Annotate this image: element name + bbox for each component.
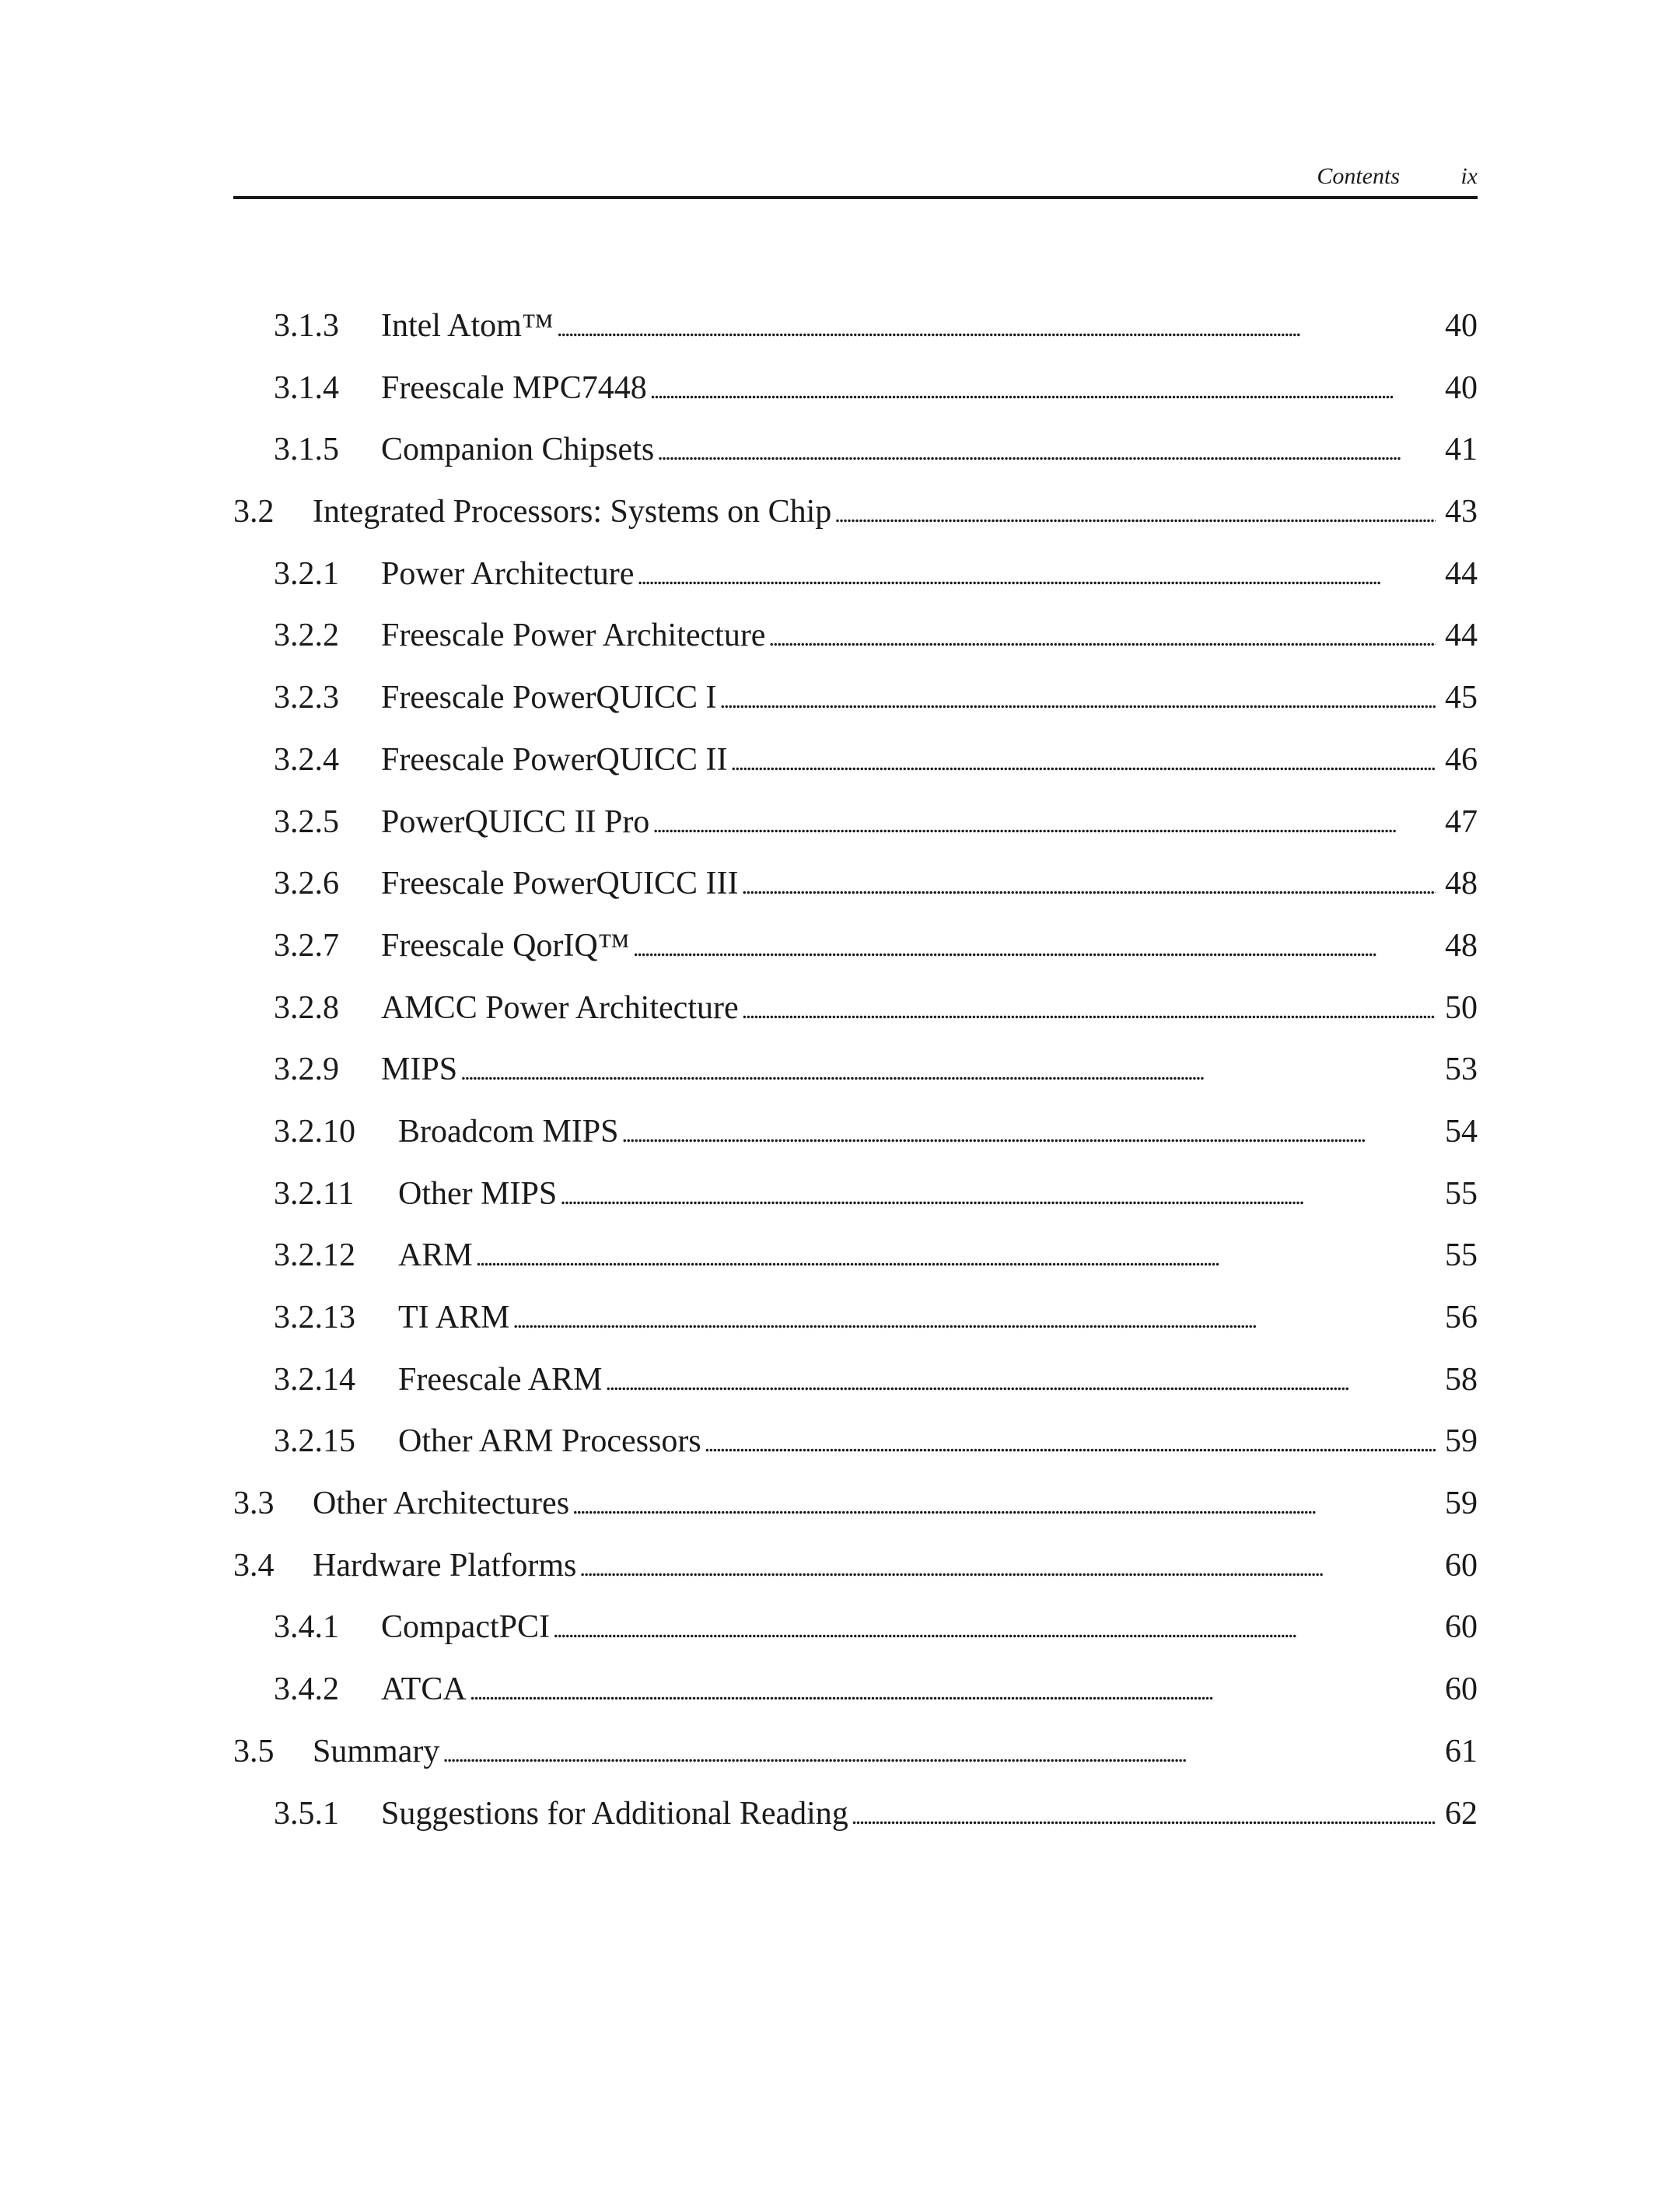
dot-leader xyxy=(657,422,1436,484)
toc-entry-page-number: 60 xyxy=(1445,1547,1478,1584)
toc-entry-page-number: 61 xyxy=(1445,1733,1478,1769)
toc-entry[interactable] xyxy=(233,419,1478,481)
toc-entry[interactable] xyxy=(233,296,1478,358)
dot-leader xyxy=(476,1227,1436,1290)
toc-entry-title: Other MIPS xyxy=(398,1175,558,1212)
running-head-page-number: ix xyxy=(1460,163,1478,189)
toc-entry-title: Freescale MPC7448 xyxy=(381,369,647,406)
toc-entry-title: Hardware Platforms xyxy=(313,1547,577,1584)
toc-entry-number: 3.2.15 xyxy=(274,1423,355,1460)
dot-leader xyxy=(622,1104,1436,1166)
dot-leader xyxy=(720,670,1436,732)
dot-leader xyxy=(513,1290,1436,1352)
toc-entry[interactable] xyxy=(233,792,1478,854)
toc-entry[interactable] xyxy=(233,853,1478,915)
toc-entry-number: 3.2.4 xyxy=(274,741,339,778)
dot-leader xyxy=(579,1538,1436,1600)
table-of-contents xyxy=(233,296,1478,1845)
toc-entry[interactable] xyxy=(233,1039,1478,1101)
dot-leader xyxy=(460,1041,1436,1104)
toc-entry-page-number: 56 xyxy=(1445,1300,1478,1335)
toc-entry-page-number: 55 xyxy=(1445,1237,1478,1274)
toc-entry-title: CompactPCI xyxy=(381,1609,550,1646)
toc-entry-page-number: 59 xyxy=(1445,1486,1478,1522)
toc-entry[interactable] xyxy=(233,1349,1478,1412)
toc-entry-page-number: 54 xyxy=(1445,1113,1478,1150)
toc-entry-title: Freescale PowerQUICC I xyxy=(381,680,717,716)
toc-entry-number: 3.2.11 xyxy=(274,1175,355,1212)
header-rule xyxy=(233,196,1478,199)
toc-entry[interactable] xyxy=(233,481,1478,544)
toc-entry[interactable] xyxy=(233,1535,1478,1598)
toc-entry-page-number: 62 xyxy=(1445,1795,1478,1832)
toc-entry-number: 3.2.13 xyxy=(274,1300,355,1335)
toc-entry-number: 3.2.8 xyxy=(274,989,339,1026)
dot-leader xyxy=(768,607,1436,670)
toc-entry-page-number: 43 xyxy=(1445,494,1478,530)
toc-entry-number: 3.2.14 xyxy=(274,1361,355,1398)
toc-entry[interactable] xyxy=(233,667,1478,730)
dot-leader xyxy=(731,732,1436,794)
toc-entry[interactable] xyxy=(233,1411,1478,1473)
toc-entry-page-number: 40 xyxy=(1445,308,1478,344)
toc-entry-number: 3.2.12 xyxy=(274,1237,355,1274)
toc-entry-number: 3.2.5 xyxy=(274,803,339,840)
toc-entry[interactable] xyxy=(233,730,1478,792)
toc-entry-number: 3.2.6 xyxy=(274,866,339,902)
toc-entry-title: TI ARM xyxy=(398,1300,510,1335)
toc-entry[interactable] xyxy=(233,1597,1478,1659)
toc-entry-number: 3.2 xyxy=(233,494,275,530)
toc-entry-page-number: 60 xyxy=(1445,1671,1478,1708)
toc-entry-number: 3.1.5 xyxy=(274,432,339,468)
toc-entry-page-number: 55 xyxy=(1445,1175,1478,1212)
toc-entry-page-number: 60 xyxy=(1445,1609,1478,1646)
toc-entry-number: 3.4.1 xyxy=(274,1609,339,1646)
toc-entry-page-number: 59 xyxy=(1445,1423,1478,1460)
running-head xyxy=(233,163,1478,194)
dot-leader xyxy=(470,1661,1436,1724)
toc-entry-title: Freescale PowerQUICC III xyxy=(381,866,739,902)
toc-entry-number: 3.2.7 xyxy=(274,927,339,964)
dot-leader xyxy=(557,298,1436,360)
toc-entry-number: 3.5 xyxy=(233,1733,275,1769)
toc-entry-number: 3.4 xyxy=(233,1547,275,1584)
toc-entry-number: 3.1.4 xyxy=(274,369,339,406)
dot-leader xyxy=(553,1599,1436,1661)
dot-leader xyxy=(572,1475,1436,1538)
toc-entry-page-number: 47 xyxy=(1445,803,1478,840)
toc-entry-title: Freescale QorIQ™ xyxy=(381,927,630,964)
toc-entry-title: Freescale PowerQUICC II xyxy=(381,741,728,778)
toc-entry-title: Other Architectures xyxy=(313,1486,570,1522)
toc-entry-page-number: 45 xyxy=(1445,680,1478,716)
running-head-title: Contents xyxy=(1317,163,1400,189)
toc-entry-title: Integrated Processors: Systems on Chip xyxy=(313,494,832,530)
dot-leader xyxy=(705,1413,1436,1475)
toc-entry-number: 3.2.10 xyxy=(274,1113,355,1150)
dot-leader xyxy=(742,980,1436,1042)
toc-entry-page-number: 40 xyxy=(1445,369,1478,406)
toc-entry-title: PowerQUICC II Pro xyxy=(381,803,650,840)
toc-entry-page-number: 53 xyxy=(1445,1052,1478,1088)
toc-entry-page-number: 48 xyxy=(1445,866,1478,902)
toc-entry[interactable] xyxy=(233,978,1478,1040)
toc-entry-title: Companion Chipsets xyxy=(381,432,655,468)
toc-entry-title: Broadcom MIPS xyxy=(398,1113,619,1150)
toc-entry[interactable] xyxy=(233,1659,1478,1721)
toc-entry-title: ATCA xyxy=(381,1671,467,1708)
dot-leader xyxy=(652,794,1436,856)
toc-entry[interactable] xyxy=(233,915,1478,978)
toc-entry-page-number: 44 xyxy=(1445,618,1478,654)
toc-entry-title: Summary xyxy=(313,1733,440,1769)
toc-entry-title: MIPS xyxy=(381,1052,458,1088)
dot-leader xyxy=(852,1786,1436,1848)
toc-entry-number: 3.3 xyxy=(233,1486,275,1522)
toc-entry-page-number: 46 xyxy=(1445,741,1478,778)
toc-entry[interactable] xyxy=(233,1721,1478,1783)
toc-entry-title: Freescale ARM xyxy=(398,1361,603,1398)
toc-entry[interactable] xyxy=(233,1101,1478,1164)
toc-entry-page-number: 48 xyxy=(1445,927,1478,964)
toc-entry-number: 3.1.3 xyxy=(274,308,339,344)
toc-entry-number: 3.2.3 xyxy=(274,680,339,716)
dot-leader xyxy=(742,856,1436,918)
toc-entry-title: Other ARM Processors xyxy=(398,1423,701,1460)
toc-entry[interactable] xyxy=(233,1164,1478,1226)
toc-entry-title: ARM xyxy=(398,1237,473,1274)
toc-entry-title: AMCC Power Architecture xyxy=(381,989,739,1026)
toc-entry[interactable] xyxy=(233,1287,1478,1349)
dot-leader xyxy=(560,1166,1436,1228)
dot-leader xyxy=(834,484,1436,546)
toc-entry-number: 3.2.2 xyxy=(274,618,339,654)
toc-entry[interactable] xyxy=(233,1225,1478,1287)
toc-entry-title: Suggestions for Additional Reading xyxy=(381,1795,848,1832)
toc-entry[interactable] xyxy=(233,605,1478,667)
dot-leader xyxy=(633,918,1436,980)
toc-entry[interactable] xyxy=(233,1473,1478,1535)
toc-entry[interactable] xyxy=(233,1783,1478,1846)
toc-entry-number: 3.2.9 xyxy=(274,1052,339,1088)
toc-entry[interactable] xyxy=(233,544,1478,606)
toc-entry-title: Power Architecture xyxy=(381,555,635,592)
toc-entry-page-number: 44 xyxy=(1445,555,1478,592)
toc-entry[interactable] xyxy=(233,358,1478,420)
toc-entry-number: 3.4.2 xyxy=(274,1671,339,1708)
toc-entry-number: 3.5.1 xyxy=(274,1795,339,1832)
dot-leader xyxy=(605,1352,1436,1414)
toc-entry-page-number: 41 xyxy=(1445,432,1478,468)
dot-leader xyxy=(637,546,1436,608)
toc-entry-page-number: 58 xyxy=(1445,1361,1478,1398)
dot-leader xyxy=(650,360,1436,422)
toc-entry-number: 3.2.1 xyxy=(274,555,339,592)
toc-entry-page-number: 50 xyxy=(1445,989,1478,1026)
toc-entry-title: Intel Atom™ xyxy=(381,308,554,344)
dot-leader xyxy=(442,1724,1436,1786)
toc-entry-title: Freescale Power Architecture xyxy=(381,618,766,654)
